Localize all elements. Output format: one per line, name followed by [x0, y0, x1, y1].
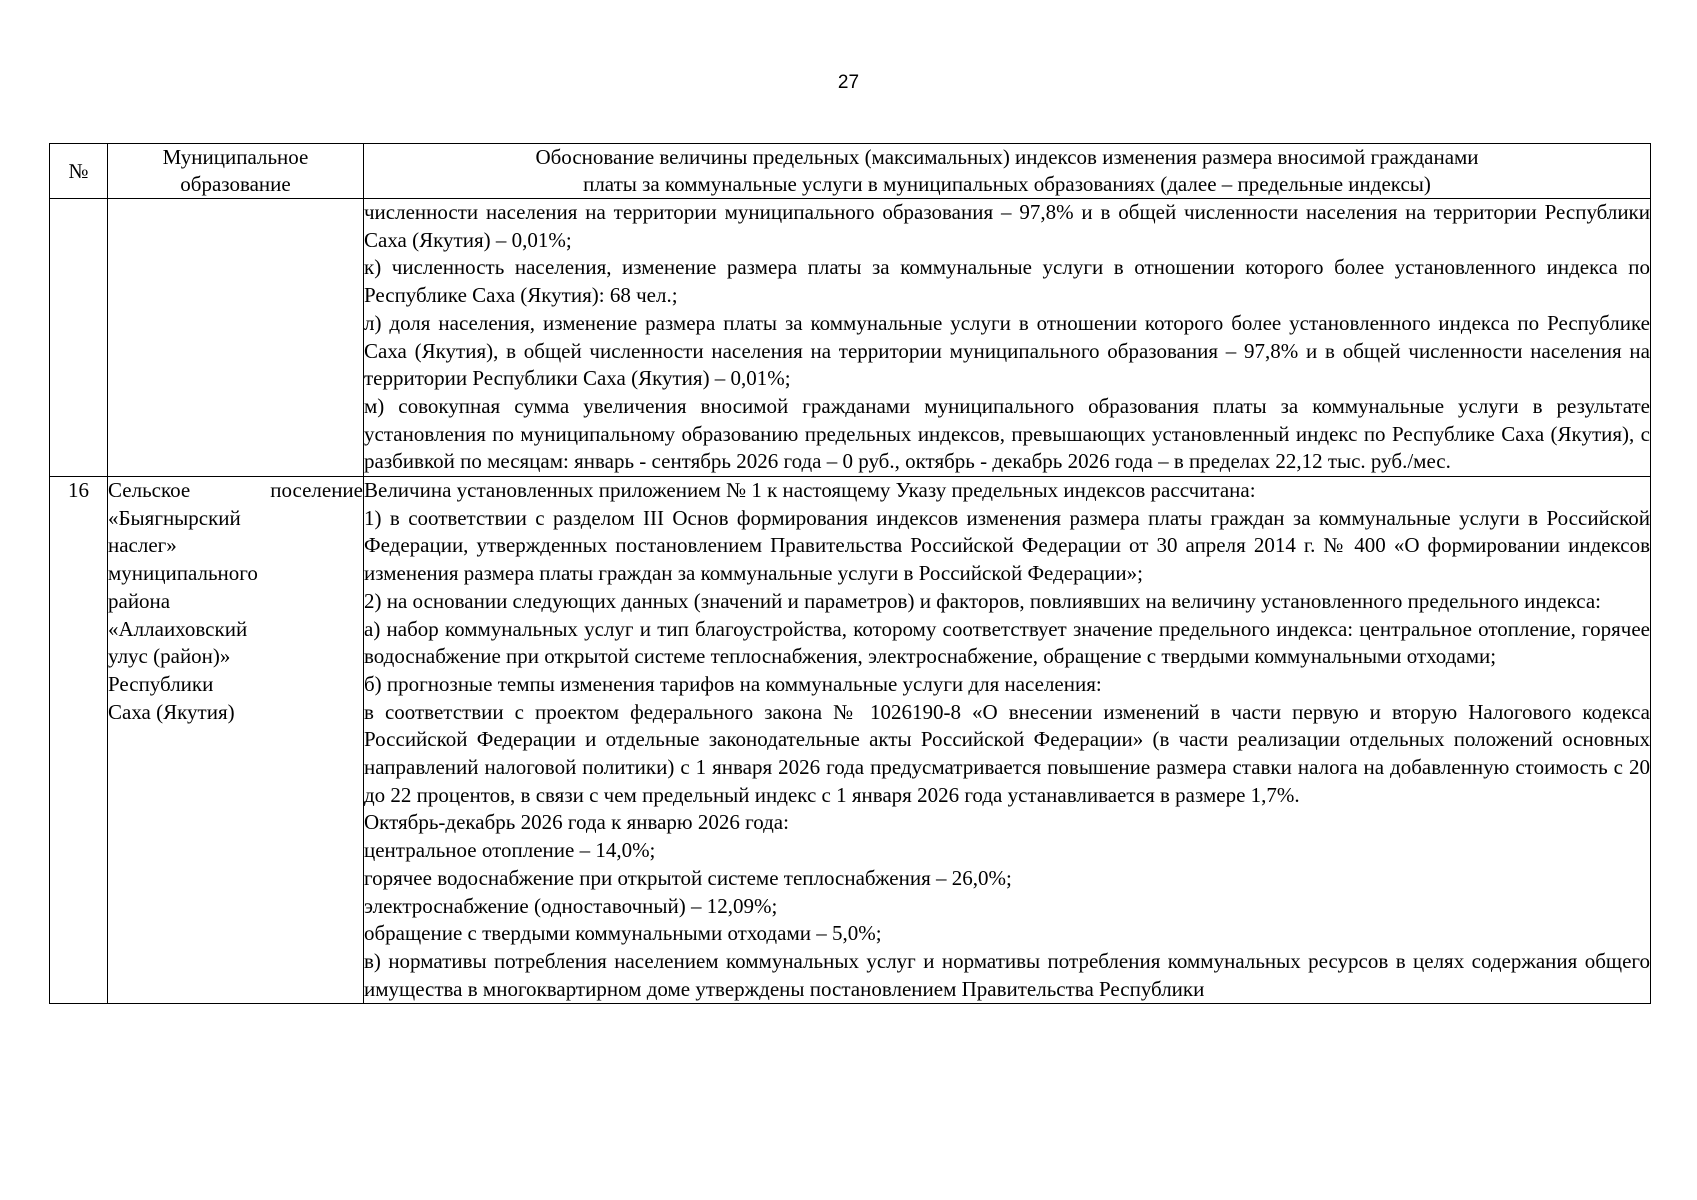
justification-cell	[364, 199, 1651, 477]
justification-paragraph: обращение с твердыми коммунальными отходами – 5,0%;	[364, 921, 882, 946]
header-municipality	[108, 144, 364, 199]
municipality-line: улус (район)»	[108, 644, 231, 669]
justification-cell	[364, 477, 1651, 1004]
header-justification-line-2: платы за коммунальные услуги в муниципальных образованиях (далее – предельные индексы)	[583, 172, 1431, 196]
indices-table	[49, 143, 1651, 1004]
justification-paragraph: а) набор коммунальных услуг и тип благоустройства, которому соответствует значение предельного индекса: центральное отопление, горячее водоснабжение при открытой системе теплоснабжения, электроснабжение, обращение с твердыми коммунальными отходами;	[364, 616, 1650, 669]
justification-paragraph: 2) на основании следующих данных (значений и параметров) и факторов, повлиявших на величину установленного предельного индекса:	[364, 588, 1602, 613]
table-row	[50, 477, 1651, 1004]
municipality-line: наслег»	[108, 533, 177, 558]
justification-paragraph: численности населения на территории муниципального образования – 97,8% и в общей численности населения на территории Республики Саха (Якутия) – 0,01%;	[364, 200, 1650, 252]
justification-paragraph: л) доля населения, изменение размера платы за коммунальные услуги в отношении которого более установленного индекса по Республике Саха (Якутия), в общей численности населения на территории муниципального образования – 97,8% и в общей численности населения на территории Республики Саха (Якутия) – 0,01%;	[364, 310, 1650, 391]
justification-paragraph: к) численность населения, изменение размера платы за коммунальные услуги в отношении которого более установленного индекса по Республике Саха (Якутия): 68 чел.;	[364, 255, 1650, 308]
justification-paragraph: Величина установленных приложением № 1 к настоящему Указу предельных индексов рассчитана:	[364, 478, 1256, 503]
municipality-line: «Быягнырский	[108, 505, 241, 530]
header-number	[50, 144, 108, 199]
page-number: 27	[837, 72, 860, 93]
municipality-line: Республики	[108, 671, 214, 696]
header-municipality-line-1: Муниципальное	[162, 145, 309, 169]
municipality-line: района	[108, 588, 171, 613]
table-header-row	[50, 144, 1651, 199]
table-row	[50, 199, 1651, 477]
justification-paragraph: м) совокупная сумма увеличения вносимой гражданами муниципального образования платы за коммунальные услуги в результате установления по муниципальному образованию предельных индексов, превышающих установленный индекс по Республике Саха (Якутия), с разбивкой по месяцам: январь - сентябрь 2026 года – 0 руб., октябрь - декабрь 2026 года – в пределах 22,12 тыс. руб./мес.	[364, 393, 1650, 474]
row-number: 16	[68, 478, 89, 503]
municipality-line: муниципального	[108, 561, 258, 586]
justification-paragraph: в) нормативы потребления населением коммунальных услуг и нормативы потребления коммунальных ресурсов в целях содержания общего имущества в многоквартирном доме утверждены постановлением Правительства Республики	[364, 948, 1650, 1001]
municipality-cell	[108, 477, 364, 1004]
row-number-cell	[50, 477, 108, 1004]
justification-paragraph: Октябрь-декабрь 2026 года к январю 2026 года:	[364, 810, 789, 835]
municipality-word: Сельское	[108, 478, 191, 503]
justification-paragraph: б) прогнозные темпы изменения тарифов на коммунальные услуги для населения:	[364, 671, 1102, 696]
municipality-cell	[108, 199, 364, 477]
municipality-line: «Аллаиховский	[108, 616, 248, 641]
header-municipality-line-2: образование	[180, 172, 291, 196]
header-justification-line-1: Обоснование величины предельных (максимальных) индексов изменения размера вносимой гражданами	[535, 145, 1479, 169]
municipality-word: поселение	[270, 478, 363, 503]
row-number-cell	[50, 199, 108, 477]
municipality-line	[108, 477, 363, 505]
justification-paragraph: 1) в соответствии с разделом III Основ формирования индексов изменения размера платы граждан за коммунальные услуги в Российской Федерации, утвержденных постановлением Правительства Российской Федерации от 30 апреля 2014 г. № 400 «О формировании индексов изменения размера платы граждан за коммунальные услуги в Российской Федерации»;	[364, 505, 1650, 586]
justification-paragraph: электроснабжение (одноставочный) – 12,09%;	[364, 893, 778, 918]
justification-paragraph: в соответствии с проектом федерального закона № 1026190-8 «О внесении изменений в части первую и вторую Налогового кодекса Российской Федерации и отдельные законодательные акты Российской Федерации» (в части реализации отдельных положений основных направлений налоговой политики) с 1 января 2026 года предусматривается повышение размера ставки налога на добавленную стоимость с 20 до 22 процентов, в связи с чем предельный индекс с 1 января 2026 года устанавливается в размере 1,7%.	[364, 699, 1650, 807]
justification-paragraph: горячее водоснабжение при открытой системе теплоснабжения – 26,0%;	[364, 865, 1012, 890]
header-number-label: №	[68, 158, 89, 183]
header-justification	[364, 144, 1651, 199]
municipality-line: Саха (Якутия)	[108, 699, 235, 724]
justification-paragraph: центральное отопление – 14,0%;	[364, 838, 656, 863]
